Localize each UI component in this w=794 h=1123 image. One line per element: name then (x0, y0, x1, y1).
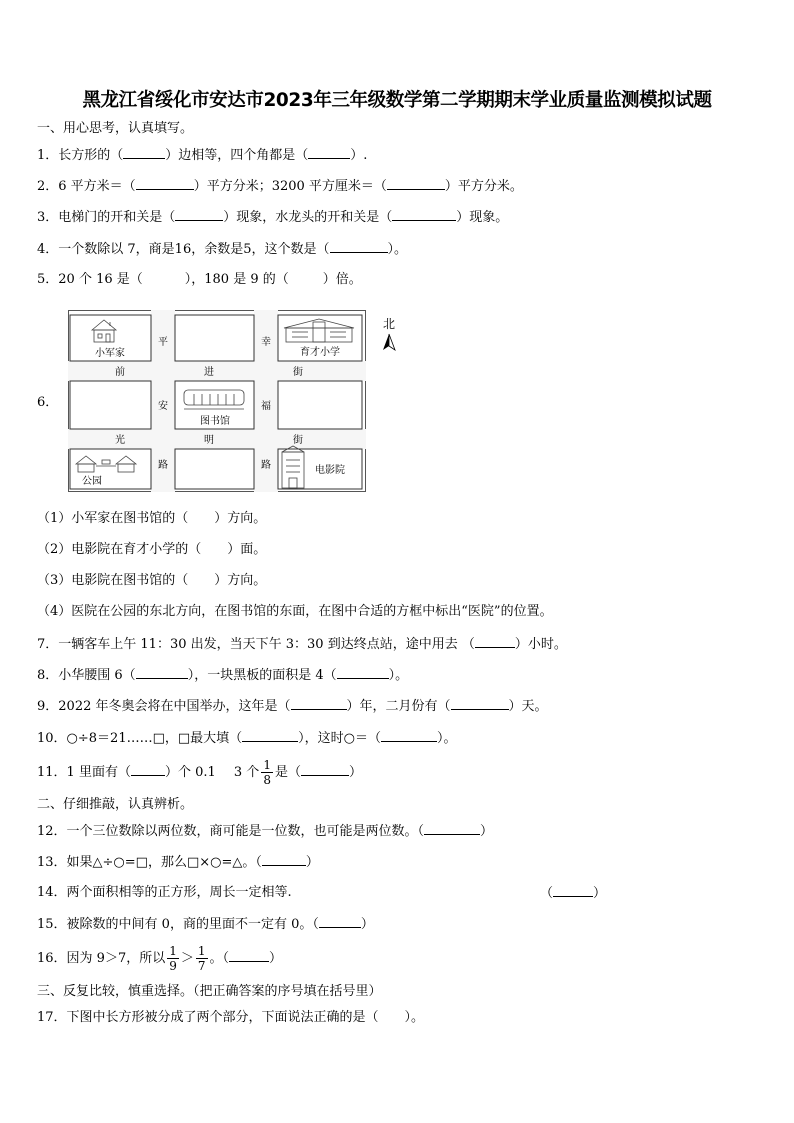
street-char: 光 (115, 435, 125, 446)
answer-blank[interactable] (291, 697, 347, 710)
answer-blank[interactable] (131, 763, 165, 776)
street-char: 进 (204, 367, 214, 378)
street-char: 福 (261, 401, 271, 412)
question-1: 1．长方形的（ ）边相等，四个角都是（ ）. (37, 148, 368, 163)
question-16: 16．因为 9＞7，所以 $\frac{1}{9}$ ＞ $\frac{1}{7}$ 。（ ） (37, 944, 283, 973)
street-char: 街 (293, 435, 303, 446)
question-6-3: （3）电影院在图书馆的（ ）方向。 (37, 573, 267, 588)
north-arrow-icon (378, 316, 400, 354)
question-4: 4．一个数除以 7，商是16，余数是5，这个数是（ ）。 (37, 242, 408, 257)
answer-blank[interactable] (553, 884, 593, 897)
question-13: 13．如果△÷○=□，那么□×○=△。（ ） (37, 855, 319, 870)
block-empty[interactable] (70, 381, 151, 429)
answer-blank[interactable] (308, 146, 350, 159)
answer-blank[interactable] (301, 763, 349, 776)
street-char: 路 (261, 460, 271, 471)
street-map (68, 310, 366, 492)
block-empty[interactable] (278, 381, 362, 429)
street-char: 平 (158, 337, 168, 348)
street-char: 前 (115, 367, 125, 378)
block-empty[interactable] (175, 315, 254, 361)
question-3: 3．电梯门的开和关是（ ）现象，水龙头的开和关是（ ）现象。 (37, 210, 509, 225)
answer-blank[interactable] (475, 635, 515, 648)
answer-blank[interactable] (175, 208, 223, 221)
page-title: 黑龙江省绥化市安达市2023年三年级数学第二学期期末学业质量监测模拟试题 (82, 90, 712, 111)
place-label-cinema: 电影院 (315, 465, 345, 476)
question-11: 11．1 里面有（ ）个 0.1 3 个 $\frac{1}{8}$ 是（ ） (37, 758, 362, 787)
answer-blank[interactable] (330, 240, 388, 253)
answer-blank[interactable] (392, 208, 456, 221)
north-label: 北 (382, 317, 396, 331)
question-15: 15．被除数的中间有 0，商的里面不一定有 0。（ ） (37, 917, 374, 932)
question-10: 10．○÷8＝21……□，□最大填（ ），这时○＝（ ）。 (37, 731, 457, 746)
question-5: 5．20 个 16 是（ ），180 是 9 的（ ）倍。 (37, 272, 362, 287)
question-6-label: 6． (37, 395, 59, 410)
fraction: $\frac{1}{9}$ (169, 944, 177, 973)
question-9: 9．2022 年冬奥会将在中国举办，这年是（ ）年，二月份有（ ）天。 (37, 699, 548, 714)
section-1-heading: 一、用心思考，认真填写。 (37, 121, 194, 136)
fraction: $\frac{1}{8}$ (263, 758, 271, 787)
answer-blank[interactable] (136, 666, 188, 679)
street-char: 明 (204, 435, 214, 446)
answer-blank[interactable] (337, 666, 389, 679)
question-14: 14．两个面积相等的正方形，周长一定相等. （ ） (37, 885, 607, 901)
question-12: 12．一个三位数除以两位数，商可能是一位数，也可能是两位数。（ ） (37, 824, 494, 839)
street-char: 幸 (261, 337, 271, 348)
answer-blank[interactable] (262, 853, 306, 866)
answer-blank[interactable] (424, 822, 480, 835)
answer-blank[interactable] (451, 697, 509, 710)
question-7: 7．一辆客车上午 11：30 出发，当天下午 3：30 到达终点站，途中用去 （ ）小时。 (37, 637, 567, 652)
street-char: 街 (293, 367, 303, 378)
answer-blank[interactable] (229, 949, 269, 962)
answer-blank[interactable] (319, 915, 361, 928)
question-17: 17．下图中长方形被分成了两个部分，下面说法正确的是（ ）。 (37, 1010, 425, 1025)
place-label-school: 育才小学 (300, 347, 340, 358)
answer-blank[interactable] (136, 177, 194, 190)
answer-blank[interactable] (381, 729, 437, 742)
question-6-2: （2）电影院在育才小学的（ ）面。 (37, 542, 267, 557)
fraction: $\frac{1}{7}$ (197, 944, 206, 973)
place-label-library: 图书馆 (200, 416, 230, 427)
question-8: 8．小华腰围 6（ ），一块黑板的面积是 4（ ）。 (37, 668, 409, 683)
question-6-1: （1）小军家在图书馆的（ ）方向。 (37, 511, 267, 526)
place-label-home: 小军家 (95, 348, 125, 359)
street-char: 路 (158, 460, 168, 471)
section-2-heading: 二、仔细推敲，认真辨析。 (37, 797, 194, 812)
answer-blank[interactable] (242, 729, 298, 742)
place-label-park: 公园 (82, 476, 102, 487)
block-empty[interactable] (175, 449, 254, 489)
answer-blank[interactable] (123, 146, 165, 159)
street-char: 安 (158, 401, 168, 412)
question-6-4: （4）医院在公园的东北方向，在图书馆的东面，在图中合适的方框中标出“医院”的位置。 (37, 604, 553, 619)
answer-blank[interactable] (387, 177, 445, 190)
question-2: 2．6 平方米＝（ ）平方分米；3200 平方厘米＝（ ）平方分米。 (37, 179, 523, 194)
section-3-heading: 三、反复比较，慎重选择。（把正确答案的序号填在括号里） (37, 984, 382, 999)
